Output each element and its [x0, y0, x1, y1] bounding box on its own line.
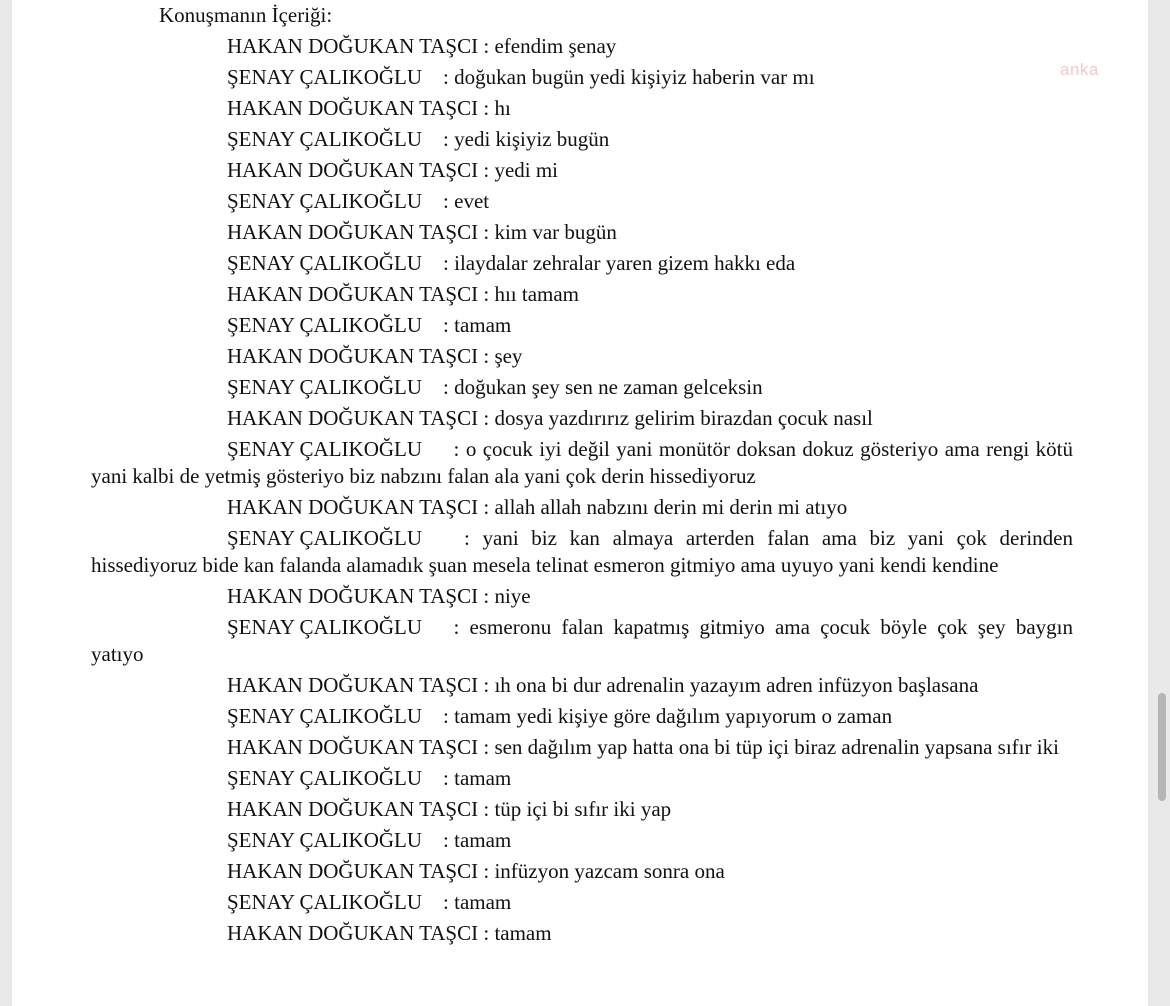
anka-watermark: anka [1060, 60, 1099, 79]
transcript-line [91, 436, 1073, 490]
spoken-text: hıı tamam [494, 282, 580, 306]
transcript-content [91, 2, 1073, 951]
transcript-line [91, 343, 1073, 370]
speaker-name: ŞENAY ÇALIKOĞLU : [227, 828, 449, 852]
spoken-text: tüp içi bi sıfır iki yap [494, 797, 672, 821]
speaker-name: HAKAN DOĞUKAN TAŞCI : [227, 344, 490, 368]
transcript-line [91, 583, 1073, 610]
speaker-name: HAKAN DOĞUKAN TAŞCI : [227, 584, 490, 608]
transcript-line [91, 920, 1073, 947]
transcript-lines [91, 33, 1073, 947]
speaker-name: ŞENAY ÇALIKOĞLU : [227, 313, 449, 337]
speaker-name: HAKAN DOĞUKAN TAŞCI : [227, 158, 490, 182]
speaker-name: HAKAN DOĞUKAN TAŞCI : [227, 921, 490, 945]
speaker-name: HAKAN DOĞUKAN TAŞCI : [227, 735, 490, 759]
spoken-text: yedi mi [494, 158, 559, 182]
transcript-line [91, 734, 1073, 761]
speaker-name: HAKAN DOĞUKAN TAŞCI : [227, 220, 490, 244]
spoken-text: sen dağılım yap hatta ona bi tüp içi biraz adrenalin yapsana sıfır iki [494, 735, 1059, 759]
transcript-line [91, 33, 1073, 60]
spoken-text: tamam [454, 890, 512, 914]
transcript-line [91, 219, 1073, 246]
spoken-text: allah allah nabzını derin mi derin mi atıyo [494, 495, 848, 519]
transcript-line [91, 250, 1073, 277]
spoken-text: yani biz kan almaya arterden falan ama biz yani çok derinden hissediyoruz bide kan falanda alamadık şuan mesela telinat esmeron gitmiyo ama uyuyo yani kendi kendine [91, 526, 1073, 577]
speaker-name: HAKAN DOĞUKAN TAŞCI : [227, 495, 490, 519]
transcript-line [91, 95, 1073, 122]
spoken-text: infüzyon yazcam sonra ona [494, 859, 725, 883]
spoken-text: yedi kişiyiz bugün [454, 127, 610, 151]
spoken-text: evet [454, 189, 490, 213]
transcript-line [91, 858, 1073, 885]
speaker-name: ŞENAY ÇALIKOĞLU : [227, 766, 449, 790]
transcript-line [91, 157, 1073, 184]
spoken-text: efendim şenay [494, 34, 617, 58]
speaker-name: ŞENAY ÇALIKOĞLU : [227, 65, 449, 89]
speaker-name: ŞENAY ÇALIKOĞLU : [227, 437, 460, 461]
spoken-text: niye [494, 584, 531, 608]
transcript-line [91, 188, 1073, 215]
speaker-name: ŞENAY ÇALIKOĞLU : [227, 615, 460, 639]
spoken-text: şey [494, 344, 523, 368]
spoken-text: ıh ona bi dur adrenalin yazayım adren infüzyon başlasana [494, 673, 979, 697]
transcript-line [91, 405, 1073, 432]
spoken-text: kim var bugün [494, 220, 617, 244]
transcript-line [91, 126, 1073, 153]
speaker-name: HAKAN DOĞUKAN TAŞCI : [227, 797, 490, 821]
speaker-name: ŞENAY ÇALIKOĞLU : [227, 704, 449, 728]
transcript-line [91, 889, 1073, 916]
speaker-name: HAKAN DOĞUKAN TAŞCI : [227, 673, 490, 697]
scrollbar-thumb[interactable] [1158, 693, 1166, 801]
transcript-line [91, 703, 1073, 730]
transcript-line [91, 64, 1073, 91]
speaker-name: HAKAN DOĞUKAN TAŞCI : [227, 96, 490, 120]
document-page [12, 0, 1148, 1006]
transcript-line [91, 312, 1073, 339]
scrollbar-track[interactable] [1154, 0, 1168, 1006]
speaker-name: ŞENAY ÇALIKOĞLU : [227, 189, 449, 213]
transcript-line [91, 765, 1073, 792]
spoken-text: dosya yazdırırız gelirim birazdan çocuk nasıl [494, 406, 873, 430]
transcript-line [91, 827, 1073, 854]
spoken-text: esmeronu falan kapatmış gitmiyo ama çocuk böyle çok şey baygın yatıyo [91, 615, 1074, 666]
spoken-text: doğukan bugün yedi kişiyiz haberin var mı [454, 65, 815, 89]
spoken-text: tamam [454, 766, 512, 790]
speaker-name: HAKAN DOĞUKAN TAŞCI : [227, 282, 490, 306]
spoken-text: o çocuk iyi değil yani monütör doksan dokuz gösteriyo ama rengi kötü yani kalbi de yetmiş gösteriyo biz nabzını falan ala yani çok derin hissediyoruz [91, 437, 1074, 488]
transcript-heading: Konuşmanın İçeriği: [159, 3, 333, 27]
transcript-line [91, 494, 1073, 521]
speaker-name: ŞENAY ÇALIKOĞLU : [227, 127, 449, 151]
spoken-text: doğukan şey sen ne zaman gelceksin [454, 375, 763, 399]
speaker-name: HAKAN DOĞUKAN TAŞCI : [227, 859, 490, 883]
transcript-line [91, 672, 1073, 699]
spoken-text: hı [494, 96, 511, 120]
speaker-name: ŞENAY ÇALIKOĞLU : [227, 251, 449, 275]
speaker-name: HAKAN DOĞUKAN TAŞCI : [227, 34, 490, 58]
transcript-line [91, 614, 1073, 668]
spoken-text: tamam [494, 921, 552, 945]
transcript-line [91, 374, 1073, 401]
speaker-name: ŞENAY ÇALIKOĞLU : [227, 526, 470, 550]
transcript-line [91, 525, 1073, 579]
spoken-text: tamam [454, 313, 512, 337]
spoken-text: tamam [454, 828, 512, 852]
speaker-name: HAKAN DOĞUKAN TAŞCI : [227, 406, 490, 430]
spoken-text: tamam yedi kişiye göre dağılım yapıyorum o zaman [454, 704, 893, 728]
speaker-name: ŞENAY ÇALIKOĞLU : [227, 890, 449, 914]
transcript-line [91, 281, 1073, 308]
spoken-text: ilaydalar zehralar yaren gizem hakkı eda [454, 251, 796, 275]
transcript-line [91, 796, 1073, 823]
speaker-name: ŞENAY ÇALIKOĞLU : [227, 375, 449, 399]
